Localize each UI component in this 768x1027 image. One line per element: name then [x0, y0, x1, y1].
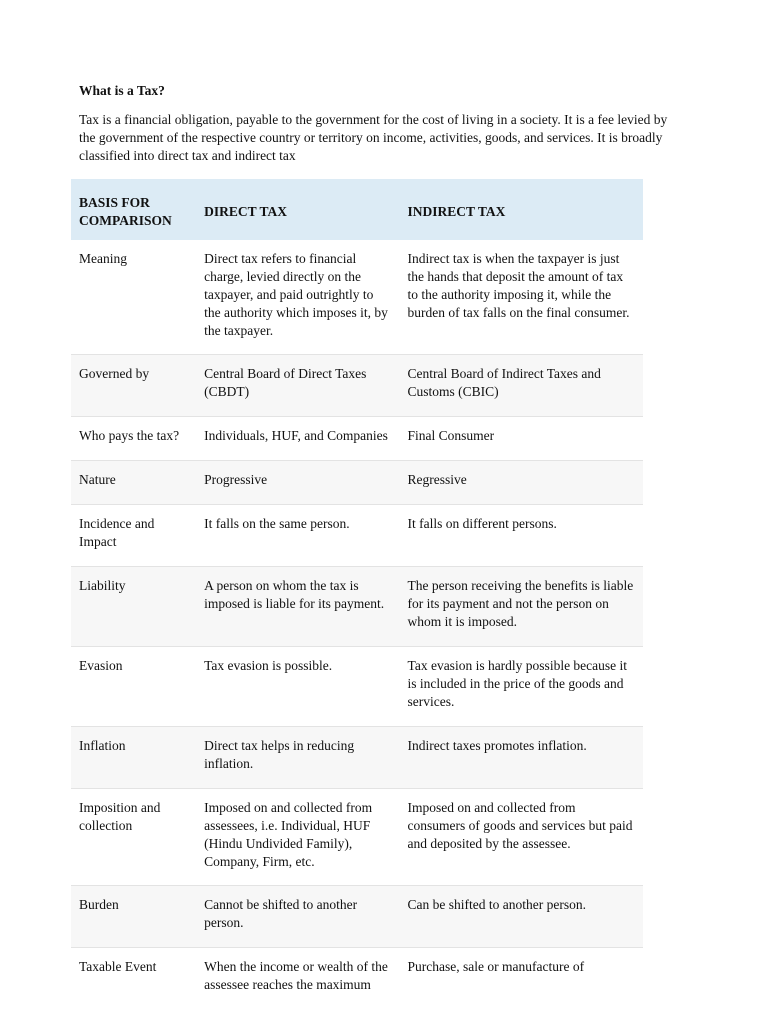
- header-basis: BASIS FOR COMPARISON: [71, 179, 196, 240]
- table-row: [71, 646, 643, 726]
- table-row: [71, 240, 643, 354]
- table-row: [71, 460, 643, 504]
- cell-direct-tax: Imposed on and collected from assessees, i.e. Individual, HUF (Hindu Undivided Family), Company, Firm, etc.: [196, 788, 399, 885]
- cell-basis: Incidence and Impact: [71, 504, 196, 566]
- cell-basis: Burden: [71, 885, 196, 947]
- table-row: [71, 354, 643, 416]
- cell-basis: Evasion: [71, 646, 196, 726]
- table-row: [71, 885, 643, 947]
- table-row: [71, 504, 643, 566]
- cell-direct-tax: A person on whom the tax is imposed is liable for its payment.: [196, 566, 399, 646]
- cell-indirect-tax: Central Board of Indirect Taxes and Customs (CBIC): [400, 354, 643, 416]
- cell-indirect-tax: Can be shifted to another person.: [400, 885, 643, 947]
- cell-direct-tax: Individuals, HUF, and Companies: [196, 416, 399, 460]
- cell-direct-tax: Progressive: [196, 460, 399, 504]
- section-heading: What is a Tax?: [79, 83, 165, 98]
- cell-direct-tax: Direct tax helps in reducing inflation.: [196, 726, 399, 788]
- cell-direct-tax: Central Board of Direct Taxes (CBDT): [196, 354, 399, 416]
- intro-paragraph: Tax is a financial obligation, payable to the government for the cost of living in a society. It is a fee levied by the government of the respective country or territory on income, activities, goods, and services. It is broadly classified into direct tax and indirect tax: [79, 112, 668, 163]
- comparison-table: [71, 179, 643, 1027]
- cell-basis: Liability: [71, 566, 196, 646]
- cell-basis: Meaning: [71, 240, 196, 354]
- table-row: [71, 416, 643, 460]
- cell-indirect-tax: Indirect taxes promotes inflation.: [400, 726, 643, 788]
- cell-direct-tax: When the income or wealth of the assessee reaches the maximum: [196, 947, 399, 1027]
- cell-basis: Nature: [71, 460, 196, 504]
- table-body: [71, 240, 643, 1027]
- cell-indirect-tax: Tax evasion is hardly possible because it is included in the price of the goods and services.: [400, 646, 643, 726]
- cell-indirect-tax: Purchase, sale or manufacture of: [400, 947, 643, 1027]
- cell-indirect-tax: Indirect tax is when the taxpayer is just the hands that deposit the amount of tax to the authority imposing it, while the burden of tax falls on the final consumer.: [400, 240, 643, 354]
- table-row: [71, 726, 643, 788]
- table-row: [71, 947, 643, 1027]
- cell-basis: Governed by: [71, 354, 196, 416]
- table-row: [71, 788, 643, 885]
- cell-indirect-tax: Imposed on and collected from consumers of goods and services but paid and deposited by the assessee.: [400, 788, 643, 885]
- cell-direct-tax: It falls on the same person.: [196, 504, 399, 566]
- cell-basis: Inflation: [71, 726, 196, 788]
- cell-basis: Imposition and collection: [71, 788, 196, 885]
- cell-indirect-tax: The person receiving the benefits is liable for its payment and not the person on whom it is imposed.: [400, 566, 643, 646]
- cell-indirect-tax: Final Consumer: [400, 416, 643, 460]
- cell-indirect-tax: Regressive: [400, 460, 643, 504]
- cell-indirect-tax: It falls on different persons.: [400, 504, 643, 566]
- header-direct-tax: DIRECT TAX: [196, 179, 399, 240]
- cell-basis: Taxable Event: [71, 947, 196, 1027]
- cell-basis: Who pays the tax?: [71, 416, 196, 460]
- document-body: [79, 82, 689, 165]
- table-header-row: [71, 179, 643, 240]
- header-indirect-tax: INDIRECT TAX: [400, 179, 643, 240]
- cell-direct-tax: Tax evasion is possible.: [196, 646, 399, 726]
- cell-direct-tax: Cannot be shifted to another person.: [196, 885, 399, 947]
- table-row: [71, 566, 643, 646]
- cell-direct-tax: Direct tax refers to financial charge, levied directly on the taxpayer, and paid outrightly to the authority which imposes it, by the taxpayer.: [196, 240, 399, 354]
